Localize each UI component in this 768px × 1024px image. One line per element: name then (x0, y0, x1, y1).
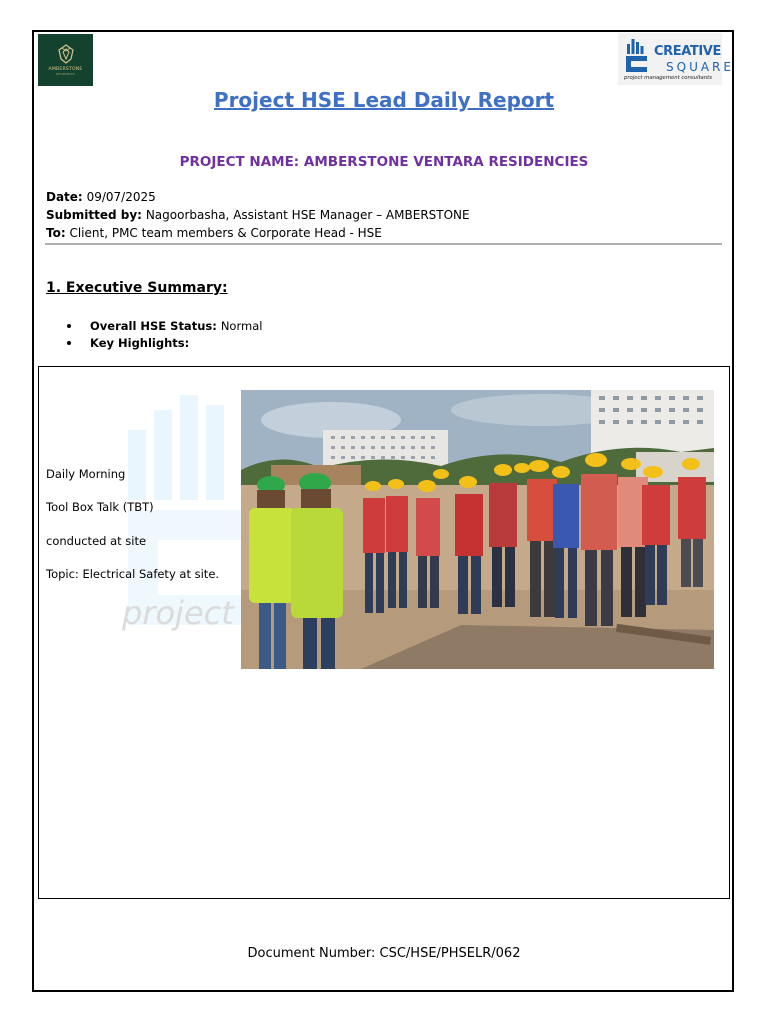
date-label: Date: (46, 190, 83, 204)
tbt-line-2: Tool Box Talk (TBT) (46, 500, 154, 514)
tbt-line-4: Topic: Electrical Safety at site. (46, 567, 220, 581)
summary-bullet-list (67, 317, 262, 351)
list-item (67, 317, 262, 334)
project-name: PROJECT NAME: AMBERSTONE VENTARA RESIDENCIES (179, 154, 589, 170)
amberstone-tagline: RESIDENCES (56, 73, 75, 76)
watermark-text: project (122, 594, 234, 632)
creative-square-logo (618, 33, 734, 85)
submitted-value: Nagoorbasha, Assistant HSE Manager – AMBERSTONE (145, 208, 470, 222)
building-bars-icon (623, 36, 653, 74)
to-line (46, 226, 382, 240)
date-line (46, 190, 156, 204)
header-divider (45, 243, 722, 245)
amberstone-logo (38, 34, 93, 86)
executive-summary-heading: 1. Executive Summary: (46, 280, 228, 296)
logo-text-square: SQUARE (666, 60, 734, 74)
date-value: 09/07/2025 (86, 190, 156, 204)
bullet-icon (67, 324, 71, 328)
toolbox-talk-photo (241, 390, 714, 669)
tbt-line-1: Daily Morning (46, 467, 126, 481)
tbt-line-3: conducted at site (46, 534, 147, 548)
to-label: To: (46, 226, 66, 240)
submitted-by-line (46, 208, 470, 222)
document-number: Document Number: CSC/HSE/PHSELR/062 (247, 946, 521, 961)
bullet-label: Overall HSE Status: (90, 318, 217, 333)
logo-text-tagline: project management consultants (624, 75, 712, 81)
bullet-icon (67, 341, 71, 345)
submitted-label: Submitted by: (46, 208, 142, 222)
bullet-value: Normal (220, 318, 263, 333)
site-photo-illustration (241, 390, 714, 669)
amberstone-emblem-icon (56, 44, 76, 64)
report-title: Project HSE Lead Daily Report (213, 88, 555, 112)
list-item (67, 334, 262, 351)
to-value: Client, PMC team members & Corporate Head - HSE (69, 226, 382, 240)
amberstone-brand: AMBERSTONE (48, 67, 83, 72)
bullet-label: Key Highlights: (90, 335, 190, 350)
logo-text-creative: CREATIVE (654, 44, 721, 59)
